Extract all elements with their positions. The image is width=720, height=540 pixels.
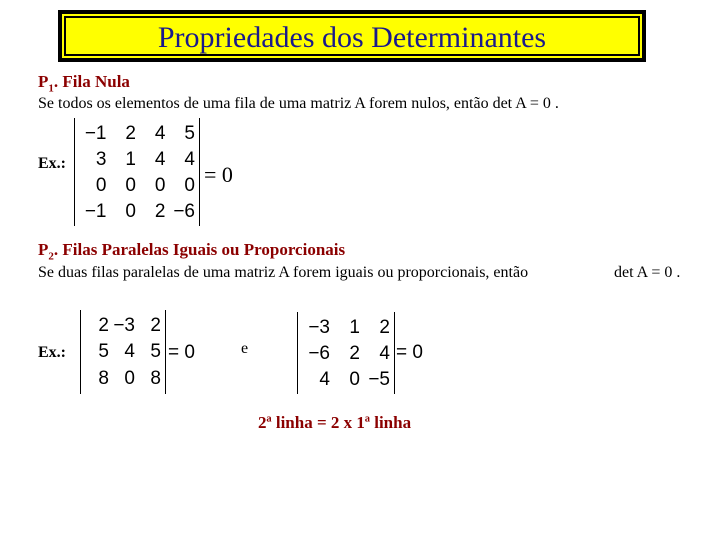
matrix-cell: 0 <box>349 368 360 390</box>
p1-heading <box>38 72 130 94</box>
matrix-cell: 4 <box>154 122 166 144</box>
matrix-cell: 0 <box>125 200 136 222</box>
p2-note: 2ª linha = 2 x 1ª linha <box>258 413 412 432</box>
matrix-cell: 2 <box>98 314 109 336</box>
p2-determinant-2 <box>297 312 395 394</box>
matrix-cell: 5 <box>150 341 161 363</box>
matrix-cell: −6 <box>308 342 330 364</box>
matrix-cell: −3 <box>308 316 330 338</box>
matrix-cell: 0 <box>124 368 135 390</box>
page-title: Propriedades dos Determinantes <box>157 21 547 54</box>
matrix-cell: 2 <box>150 314 161 336</box>
matrix-cell: 4 <box>379 342 390 364</box>
p2-result-1: = 0 <box>168 342 195 363</box>
p2-result-2: = 0 <box>396 342 423 363</box>
p2-heading-sub: 2 <box>48 250 54 263</box>
matrix-cell: 4 <box>154 148 166 170</box>
matrix-cell: 0 <box>125 174 136 196</box>
p1-heading-sub: 1 <box>48 82 54 95</box>
matrix-cell: 8 <box>150 368 161 390</box>
p2-heading-letter: P <box>38 240 49 259</box>
p1-result: = 0 <box>204 162 233 187</box>
p1-text: Se todos os elementos de uma fila de uma matriz A forem nulos, então det A = 0 . <box>38 95 559 112</box>
matrix-cell: −1 <box>84 122 107 144</box>
p1-example-label: Ex.: <box>38 155 66 172</box>
matrix-cell: 2 <box>379 316 390 338</box>
p2-heading-text: . Filas Paralelas Iguais ou Proporcionais <box>53 240 346 259</box>
matrix-cell: 1 <box>349 316 360 338</box>
matrix-cell: 5 <box>98 341 109 363</box>
matrix-cell: 2 <box>125 122 136 144</box>
matrix-cell: −6 <box>173 200 195 222</box>
p1-determinant <box>74 118 200 226</box>
matrix-cell: 5 <box>184 122 195 144</box>
matrix-cell: 3 <box>95 148 107 170</box>
matrix-cell: −3 <box>113 314 135 336</box>
matrix-cell: 0 <box>184 174 195 196</box>
p1-heading-letter: P <box>38 72 49 91</box>
matrix-cell: −1 <box>84 200 107 222</box>
p2-heading <box>38 240 345 262</box>
matrix-cell: −5 <box>368 368 390 390</box>
matrix-cell: 2 <box>154 200 166 222</box>
matrix-cell: 8 <box>98 368 109 390</box>
p1-heading-text: . Fila Nula <box>53 72 130 91</box>
p2-determinant-1 <box>80 310 166 394</box>
matrix-cell: 4 <box>319 368 330 390</box>
matrix-cell: 1 <box>125 148 136 170</box>
p2-text-end: det A = 0 . <box>614 264 681 281</box>
title-box <box>58 10 646 62</box>
p2-example-label: Ex.: <box>38 344 66 361</box>
matrix-cell: 4 <box>124 341 135 363</box>
matrix-cell: 2 <box>349 342 360 364</box>
matrix-cell: 0 <box>95 174 107 196</box>
p2-connector: e <box>241 340 249 357</box>
matrix-cell: 0 <box>154 174 166 196</box>
p2-text: Se duas filas paralelas de uma matriz A forem iguais ou proporcionais, então <box>38 264 529 281</box>
matrix-cell: 4 <box>184 148 195 170</box>
